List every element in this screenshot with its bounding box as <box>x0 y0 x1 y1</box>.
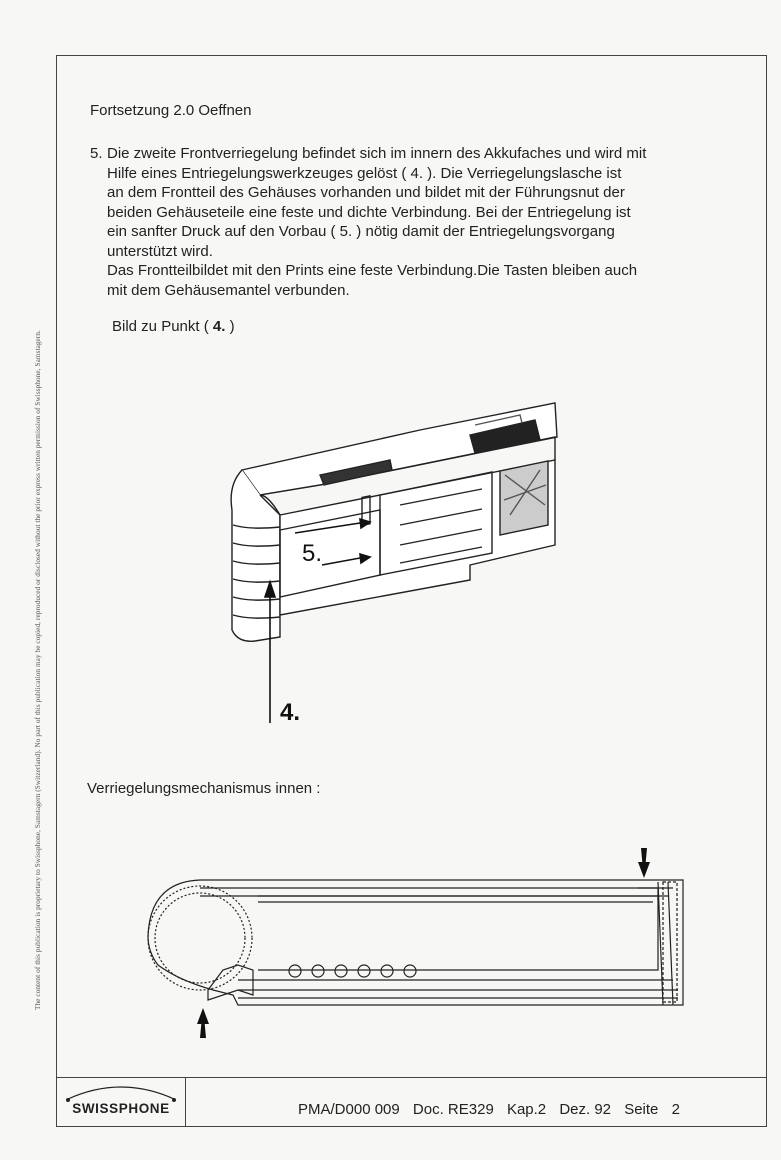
housing-outline <box>148 880 683 1005</box>
item-5-paragraph <box>90 144 730 300</box>
paragraph-line: ein sanfter Druck auf den Vorbau ( 5. ) nötig damit der Entriegelungsvorgang <box>107 223 615 240</box>
locking-mechanism-section <box>138 840 693 1045</box>
paragraph-line: an dem Frontteil des Gehäuses vorhanden und bildet mit der Führungsnut der <box>107 184 625 201</box>
caption-reference: 4. <box>212 318 226 335</box>
figure-1-caption <box>112 318 235 335</box>
logo-text: SWISSPHONE <box>72 1101 170 1116</box>
label-5: 5. <box>302 540 323 567</box>
footer-doc-info <box>298 1101 689 1118</box>
figure-2-caption: Verriegelungsmechanismus innen : <box>87 780 321 797</box>
caption-suffix: ) <box>225 318 235 335</box>
copyright-sidebar-note: The content of this publication is proprietary to Swissphone, Samstagern (Switzerland). No part of this publication may be copied, reproduced or disclosed without the prior express written permission of Swissphone, Samstagern. <box>34 330 42 1010</box>
footer-doc-number: Doc. RE329 <box>412 1101 494 1118</box>
footer-page-label: Seite <box>624 1101 659 1118</box>
battery-circle <box>148 886 252 990</box>
paragraph-line: Hilfe eines Entriegelungswerkzeuges gelöst ( 4. ). Die Verriegelungslasche ist <box>107 164 622 182</box>
housing-rounded-front <box>231 470 280 641</box>
paragraph-line: beiden Gehäuseteile eine feste und dichte Verbindung. Bei der Entriegelung ist <box>107 203 631 221</box>
footer-page-number: 2 <box>671 1101 680 1118</box>
paragraph-line: Die zweite Frontverriegelung befindet sich im innern des Akkufaches und wird mit <box>107 145 647 162</box>
logo-arc-icon <box>64 1083 179 1103</box>
footer-date: Dez. 92 <box>559 1101 612 1118</box>
housing-label-area <box>500 461 548 535</box>
footer-doc-id: PMA/D000 009 <box>298 1101 400 1118</box>
caption-prefix: Bild zu Punkt ( <box>112 318 213 335</box>
footer-chapter: Kap.2 <box>506 1101 547 1118</box>
paragraph-line: mit dem Gehäusemantel verbunden. <box>107 281 350 299</box>
print-contacts <box>289 965 416 977</box>
label-4: 4. <box>280 699 301 725</box>
paragraph-line: Das Frontteilbildet mit den Prints eine feste Verbindung.Die Tasten bleiben auch <box>107 262 638 279</box>
swissphone-logo <box>56 1077 186 1127</box>
pager-housing-drawing <box>220 375 580 725</box>
section-heading: Fortsetzung 2.0 Oeffnen <box>90 102 252 119</box>
item-number: 5. <box>90 145 103 162</box>
paragraph-line: unterstützt wird. <box>107 242 213 260</box>
